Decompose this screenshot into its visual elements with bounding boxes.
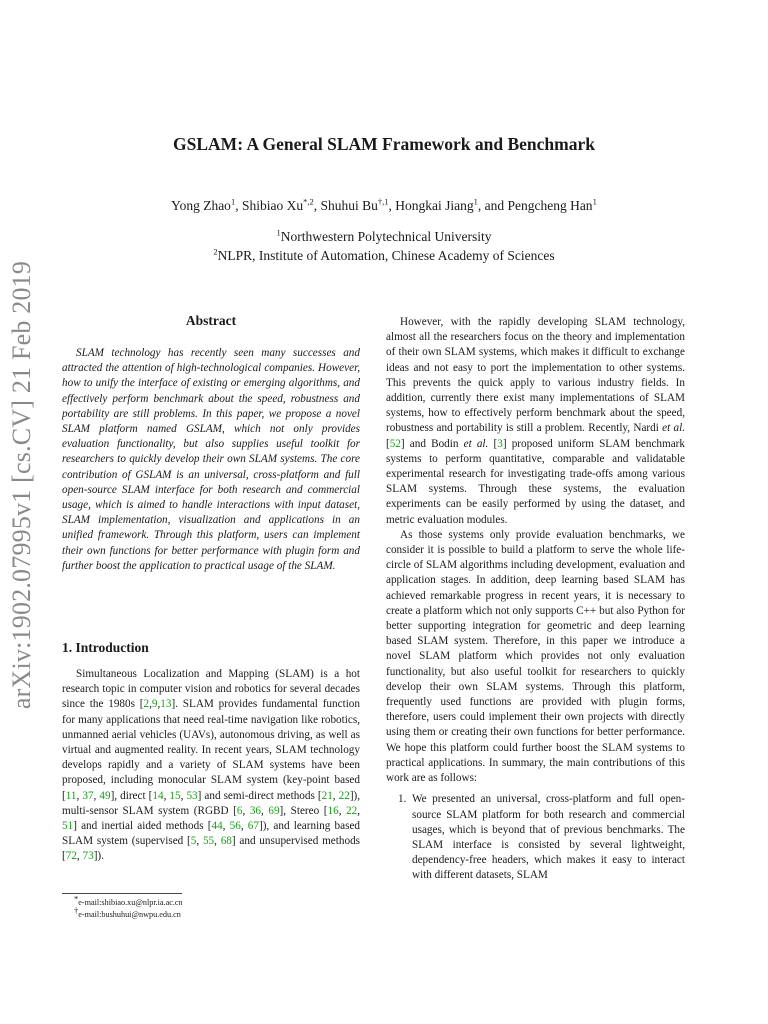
footnote-mark: †	[74, 905, 79, 916]
arxiv-id: arXiv:1902.07995v1 [cs.CV] 21 Feb 2019	[7, 260, 36, 710]
footnote-2	[62, 905, 362, 920]
author-mark: *,2	[303, 196, 314, 207]
text-run: ,	[338, 804, 347, 817]
author-mark: 1	[592, 196, 597, 207]
text-run: et al.	[662, 422, 685, 435]
citation-link[interactable]: 56	[229, 820, 241, 833]
citation-link[interactable]: 52	[389, 437, 401, 450]
text-run: ,	[332, 789, 339, 802]
text-run: ], direct [	[110, 789, 153, 802]
citation-link[interactable]: 44	[211, 820, 223, 833]
affiliation-mark: 1	[276, 227, 281, 238]
text-run: ,	[240, 820, 248, 833]
text-run: ,	[222, 820, 230, 833]
text-run: ], Stereo [	[279, 804, 328, 817]
citation-link[interactable]: 15	[169, 789, 181, 802]
author-name: , Shibiao Xu	[235, 198, 304, 213]
text-run: ,	[180, 789, 187, 802]
text-run: ]. SLAM provides fundamental function for many applications that need real-time navigation like robotics, unmanned aerial vehicles (UAVs), autonomous driving, as well as virtual and augmented reality. In recent years, SLAM technology develops rapidly and a variety of SLAM systems have been proposed, including monocular SLAM system (key-point based [	[62, 698, 360, 802]
citation-link[interactable]: 3	[497, 437, 503, 450]
citation-link[interactable]: 22	[338, 789, 350, 802]
list-item	[386, 792, 685, 883]
citation-link[interactable]: 11	[65, 789, 77, 802]
text-run: ] and unsupervised methods [	[62, 835, 361, 863]
citation-link[interactable]: 9	[151, 698, 158, 711]
text-run: ]), and learning based SLAM system (supervised [	[62, 820, 361, 848]
intro-paragraph	[62, 667, 360, 865]
citation-link[interactable]: 22	[346, 804, 358, 817]
author-name: , and Pengcheng Han	[477, 198, 593, 213]
text-run: [	[386, 437, 390, 450]
introduction-section	[62, 640, 360, 655]
text-run: ,	[93, 789, 100, 802]
citation-link[interactable]: 16	[327, 804, 339, 817]
citation-link[interactable]: 37	[82, 789, 94, 802]
author-mark: 1	[473, 196, 478, 207]
citation-link[interactable]: 51	[62, 820, 74, 833]
author-name: Yong Zhao	[171, 198, 231, 213]
list-number: 1.	[398, 793, 407, 806]
text-run: ,	[157, 698, 161, 711]
text-run: ,	[196, 835, 203, 848]
list-item-text: We presented an universal, cross-platform and full open-source SLAM platform for both research and commercial usages, which is beyond that of previous benchmarks. The SLAM interface is consisted by several lightweight, dependency-free headers, which makes it easy to interact with different datasets, SLAM	[412, 793, 685, 882]
text-run: ,	[76, 850, 83, 863]
right-column	[386, 315, 685, 884]
affiliation-mark: 2	[213, 246, 218, 257]
paper-title: GSLAM: A General SLAM Framework and Benchmark	[173, 134, 595, 154]
affiliation-text: NLPR, Institute of Automation, Chinese Academy of Sciences	[217, 248, 555, 263]
introduction-body	[62, 667, 360, 865]
citation-link[interactable]: 5	[190, 835, 197, 848]
footnote-1	[62, 893, 362, 908]
text-run: ] and inertial aided methods [	[73, 820, 212, 833]
affiliation-text: Northwestern Polytechnical University	[280, 229, 492, 244]
citation-link[interactable]: 6	[236, 804, 243, 817]
text-run: ,	[76, 789, 83, 802]
affiliation-2	[0, 248, 768, 264]
text-run: ]).	[93, 850, 104, 863]
author-list	[0, 198, 768, 214]
body-paragraph	[386, 315, 685, 528]
footnote-mark: *	[74, 893, 79, 904]
text-run: ,	[261, 804, 269, 817]
citation-link[interactable]: 14	[152, 789, 164, 802]
citation-link[interactable]: 49	[99, 789, 111, 802]
citation-link[interactable]: 68	[220, 835, 232, 848]
footnote-text: e-mail:bushuhui@nwpu.edu.cn	[78, 910, 181, 919]
citation-link[interactable]: 72	[65, 850, 77, 863]
text-run: ] and semi-direct methods [	[197, 789, 322, 802]
text-run: ,	[163, 789, 170, 802]
arxiv-watermark	[2, 260, 42, 710]
text-run: ,	[242, 804, 250, 817]
citation-link[interactable]: 73	[82, 850, 94, 863]
abstract-section	[62, 313, 360, 328]
abstract-heading: Abstract	[185, 313, 237, 328]
text-run: Simultaneous Localization and Mapping (SLAM) is a hot research topic in computer vision and robotics for several decades since the 1980s [	[62, 668, 360, 711]
footnote-text: e-mail:shibiao.xu@nlpr.ia.ac.cn	[78, 898, 183, 907]
footnote-divider	[62, 893, 182, 894]
text-run: [	[488, 437, 498, 450]
citation-link[interactable]: 55	[202, 835, 215, 848]
text-run: ]), multi-sensor SLAM system (RGBD [	[62, 789, 361, 817]
author-mark: †,1	[377, 196, 389, 207]
contribution-list	[386, 792, 685, 883]
text-run: ,	[357, 804, 361, 817]
author-name: , Hongkai Jiang	[388, 198, 474, 213]
abstract-text: SLAM technology has recently seen many successes and attracted the attention of high-technological companies. However, how to unify the interface of existing or emerging algorithms, and effectively perform benchmark about the speed, robustness and portability are still problems. In this paper, we propose a novel SLAM platform named GSLAM, which not only provides evaluation functionality, but also supplies useful toolkit for researchers to quickly develop their own SLAM systems. The core contribution of GSLAM is an universal, cross-platform and full open-source SLAM interface for both research and commercial usage, which is aimed to handle interactions with input dataset, SLAM implementation, visualization and applications in an unified framework. Through this platform, users can implement their own functions for better performance with plugin form and further boost the application to practical usage of the SLAM.	[62, 347, 360, 572]
text-run: ] proposed uniform SLAM benchmark systems to perform quantitative, comparable and validatable experimental research for investigating trade-offs among various SLAM systems. Through these systems, the evaluation experiments can be easily performed by using the dataset, and metric evaluation modules.	[386, 437, 685, 526]
citation-link[interactable]: 13	[160, 698, 172, 711]
text-run: However, with the rapidly developing SLAM technology, almost all the researchers focus on the theory and implementation of their own SLAM systems, which makes it difficult to exchange ideas and not easy to port the implementation to other systems. This prevents the quick apply to various industry fields. In addition, currently there exist many implementations of SLAM systems, how to effectively perform benchmark about the speed, robustness and portability is still a problem. Recently, Nardi	[386, 316, 685, 435]
introduction-heading: 1. Introduction	[62, 640, 149, 655]
text-run: ,	[214, 835, 221, 848]
affiliation-1	[0, 229, 768, 245]
author-name: , Shuhui Bu	[313, 198, 378, 213]
text-run: ,	[149, 698, 152, 711]
body-paragraph: As those systems only provide evaluation benchmarks, we consider it is possible to build a platform to serve the whole life-circle of SLAM algorithms including development, evaluation and application stages. In addition, deep learning based SLAM has achieved remarkable progress in recent years, it is necessary to create a platform which not only supports C++ but also Python for better supporting integration for geometric and deep learning based SLAM system. Therefore, in this paper we introduce a novel SLAM platform which provides not only evaluation functionality, but also useful toolkit for researchers to quickly develop their own SLAM systems. Through this platform, frequently used functions are provided with plugin forms, therefore, users could implement their own projects with directly using them or creating their own functions for better performance. We hope this platform could further boost the SLAM systems to practical applications. In summary, the main contributions of this work are as follows:	[386, 528, 685, 785]
author-mark: 1	[230, 196, 236, 207]
citation-link[interactable]: 69	[268, 804, 280, 817]
citation-link[interactable]: 36	[249, 804, 261, 817]
abstract-body	[62, 346, 360, 574]
text-run: ] and Bodin	[400, 437, 464, 450]
text-run: et al.	[463, 437, 489, 450]
citation-link[interactable]: 21	[321, 789, 333, 802]
citation-link[interactable]: 2	[143, 698, 150, 711]
citation-link[interactable]: 53	[186, 789, 198, 802]
citation-link[interactable]: 67	[247, 820, 259, 833]
